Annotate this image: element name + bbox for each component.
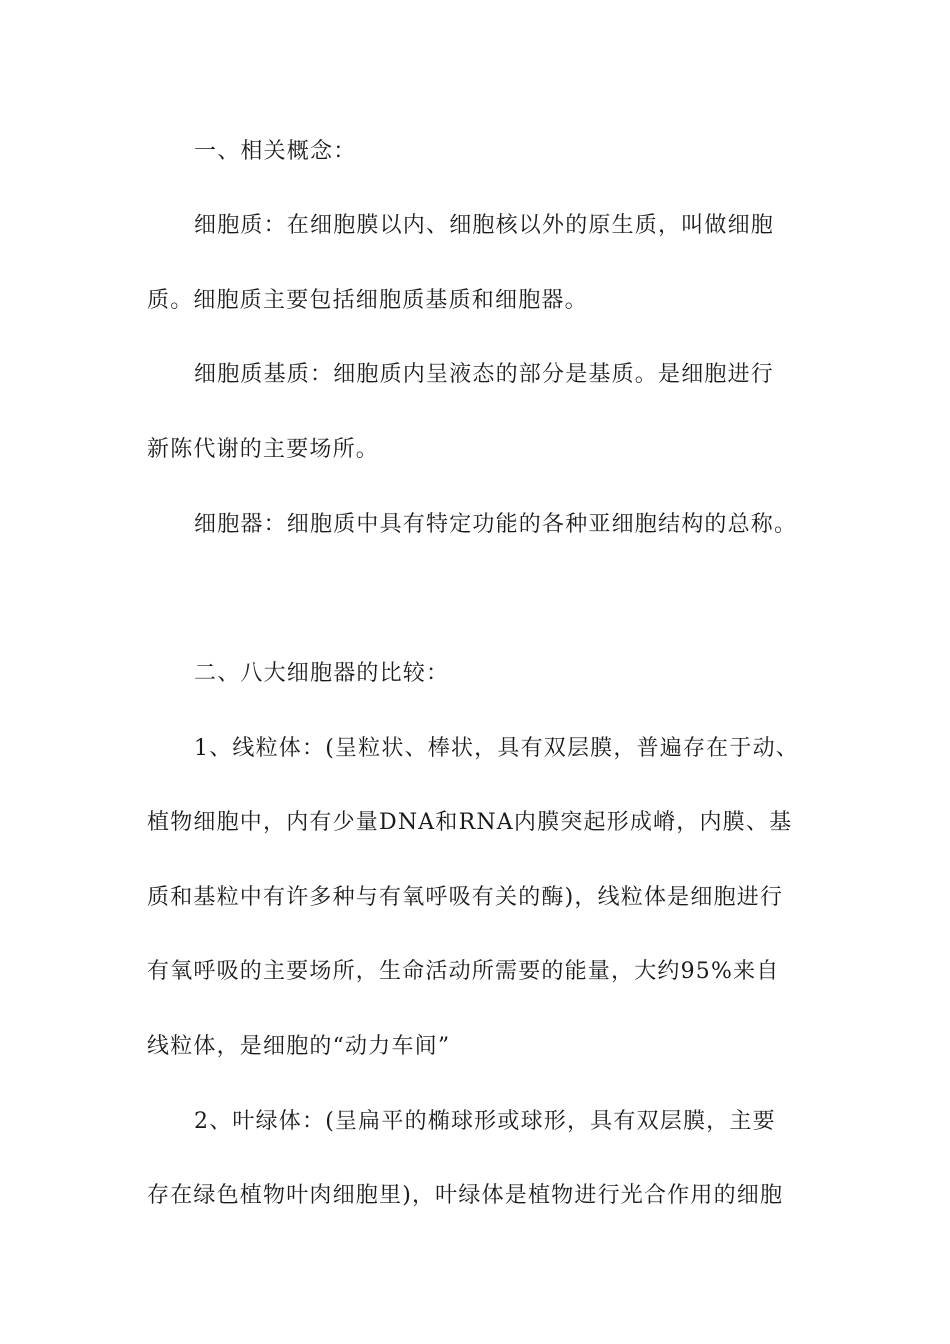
paragraph-chloroplast-line-1: 2、叶绿体：(呈扁平的椭球形或球形，具有双层膜，主要 — [194, 1109, 776, 1134]
paragraph-matrix-line-1: 细胞质基质：细胞质内呈液态的部分是基质。是细胞进行 — [194, 362, 775, 387]
paragraph-organelle-line-1: 细胞器：细胞质中具有特定功能的各种亚细胞结构的总称。 — [194, 512, 798, 537]
paragraph-matrix-line-2: 新陈代谢的主要场所。 — [147, 437, 380, 462]
paragraph-cytoplasm-line-2: 质。细胞质主要包括细胞质基质和细胞器。 — [147, 288, 588, 313]
section-heading-concepts: 一、相关概念： — [194, 139, 357, 164]
paragraph-mitochondria-line-5: 线粒体，是细胞的“动力车间” — [147, 1034, 451, 1059]
paragraph-mitochondria-line-4: 有氧呼吸的主要场所，生命活动所需要的能量，大约95%来自 — [147, 959, 780, 984]
paragraph-mitochondria-line-1: 1、线粒体：(呈粒状、棒状，具有双层膜，普遍存在于动、 — [194, 736, 799, 761]
section-heading-organelles: 二、八大细胞器的比较： — [194, 661, 450, 686]
paragraph-mitochondria-line-2: 植物细胞中，内有少量DNA和RNA内膜突起形成嵴，内膜、基 — [147, 810, 793, 835]
paragraph-mitochondria-line-3: 质和基粒中有许多种与有氧呼吸有关的酶)，线粒体是细胞进行 — [147, 885, 784, 910]
paragraph-cytoplasm-line-1: 细胞质：在细胞膜以内、细胞核以外的原生质，叫做细胞 — [194, 213, 775, 238]
paragraph-chloroplast-line-2: 存在绿色植物叶肉细胞里)，叶绿体是植物进行光合作用的细胞 — [147, 1183, 784, 1208]
